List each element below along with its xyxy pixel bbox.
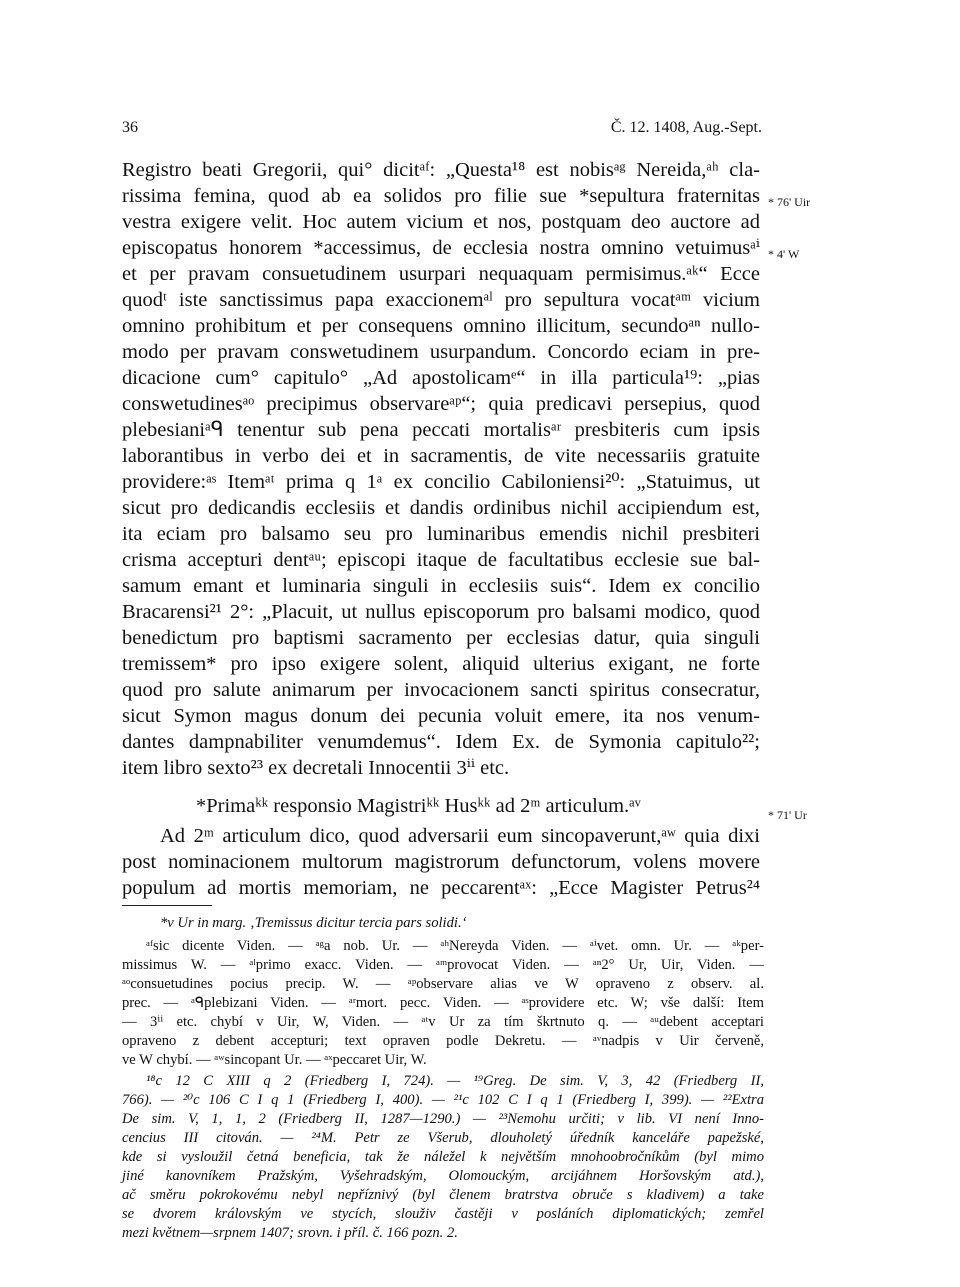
footnote-line: missimus W. — ᵃˡprimo exacc. Viden. — ᵃᵐprovocat Viden. — ᵃⁿ2° Ur, Uir, Viden. — [122, 957, 764, 973]
body-line: crisma accepturi dentᵃᵘ; episcopi itaque de facultatibus ecclesie sue bal- [122, 549, 760, 571]
running-title: Č. 12. 1408, Aug.-Sept. [610, 119, 762, 136]
margin-note: * 71' Ur [768, 808, 807, 822]
footnote-line: ač směru pokrokovému nebyl nepříznivý (byl členem bratrstva obruče s kladivem) a take [122, 1187, 764, 1203]
body-line: conswetudinesᵃᵒ precipimus observareᵃᵖ“; quia predicavi persepius, quod [122, 393, 760, 415]
footnote-line: opraveno z debent accepturi; text opraven podle Dekretu. — ᵃᵛnadpis v Uir červeně, [122, 1033, 764, 1049]
running-header [122, 119, 762, 141]
footnote-separator [122, 905, 212, 906]
body-line: ita eciam pro balsamo seu pro luminaribus emendis nichil presbiteri [122, 523, 760, 545]
footnote-line: 766). — ²⁰c 106 C I q 1 (Friedberg I, 400). — ²¹c 102 C I q 1 (Friedberg I, 399). — ²²Extra [122, 1092, 764, 1108]
body-line: quodᵗ iste sanctissimus papa exaccionemᵃˡ pro sepultura vocatᵃᵐ vicium [122, 289, 760, 311]
body-line: providere:ᵃˢ Itemᵃᵗ prima q 1ᵃ ex concilio Cabiloniensi²⁰: „Statuimus, ut [122, 471, 760, 493]
footnote-line: ᵃᵒconsuetudines pocius precip. W. — ᵃᵖobservare alias ve W opraveno z observ. al. [122, 976, 764, 992]
body-line: dicacione cum° capitulo° „Ad apostolicamᵉ“ in illa particula¹⁹: „pias [122, 367, 760, 389]
body-line: dantes dampnabiliter venumdemus“. Idem Ex. de Symonia capitulo²²; [122, 731, 760, 753]
footnote-line: ¹⁸c 12 C XIII q 2 (Friedberg I, 724). — ¹⁹Greg. De sim. V, 3, 42 (Friedberg II, [146, 1073, 764, 1089]
footnote-line: cencius III citován. — ²⁴M. Petr ze Všerub, dlouholetý úředník kanceláře papežské, [122, 1130, 764, 1146]
footnote-line: mezi květnem—srpnem 1407; srovn. i příl. č. 166 pozn. 2. [122, 1225, 458, 1241]
page-number: 36 [122, 119, 138, 136]
section-heading: *Primaᵏᵏ responsio Magistriᵏᵏ Husᵏᵏ ad 2ᵐ articulum.ᵃᵛ [196, 795, 641, 817]
body-line: sicut pro dedicandis ecclesiis et dandis ordinibus nichil accipiendum est, [122, 497, 760, 519]
footnote-line: — 3ⁱⁱ etc. chybí v Uir, W, Viden. — ᵃᵗv Ur za tím škrtnuto q. — ᵃᵘdebent acceptari [122, 1014, 764, 1030]
body-line: sicut Symon magus donum dei pecunia voluit emere, ita nos venum- [122, 705, 760, 727]
body-line: tremissem* pro ipso exigere solent, aliquid ulterius exigant, ne forte [122, 653, 760, 675]
body-line: populum ad mortis memoriam, ne peccarentᵃˣ: „Ecce Magister Petrus²⁴ [122, 877, 760, 899]
footnote-line: ᵃᶠsic dicente Viden. — ᵃᵍa nob. Ur. — ᵃʰNereyda Viden. — ᵃⁱvet. omn. Ur. — ᵃᵏper- [146, 938, 764, 954]
footnote-line: kde si vysloužil četná beneficia, tak že náležel k největším mnohoobročníkům (byl mimo [122, 1149, 764, 1165]
body-line: rissima femina, quod ab ea solidos pro filie sue *sepultura fraternitas [122, 185, 760, 207]
body-line: Bracarensi²¹ 2°: „Placuit, ut nullus episcoporum pro balsami modico, quod [122, 601, 760, 623]
body-line: plebesianiᵃᑫ tenentur sub pena peccati mortalisᵃʳ presbiteris cum ipsis [122, 419, 760, 441]
footnote-line: De sim. V, 1, 1, 2 (Friedberg II, 1287—1290.) — ²³Nemohu určiti; v lib. VI není Inno- [122, 1111, 764, 1127]
body-line: vestra exigere velit. Hoc autem vicium et nos, postquam deo auctore ad [122, 211, 760, 233]
body-line: benedictum pro baptismi sacramento per ecclesias datur, quia singuli [122, 627, 760, 649]
body-line: item libro sexto²³ ex decretali Innocentii 3ⁱⁱ etc. [122, 757, 510, 779]
footnote-line: jiné kanovníkem Pražským, Vyšehradským, Olomouckým, arcijáhnem Horšovským atd.), [122, 1168, 764, 1184]
body-line: quod pro salute animarum per invocacionem sancti spiritus consecratur, [122, 679, 760, 701]
footnote-line: prec. — ᵃᑫplebizani Viden. — ᵃʳmort. pecc. Viden. — ᵃˢprovidere etc. W; vše další: Item [122, 995, 764, 1011]
body-line: omnino prohibitum et per consequens omnino illicitum, secundoᵃⁿ nullo- [122, 315, 760, 337]
footnote-line: *v Ur in marg. ‚Tremissus dicitur tercia pars solidi.‘ [160, 915, 467, 931]
body-line: episcopatus honorem *accessimus, de ecclesia nostra omnino vetuimusᵃⁱ [122, 237, 760, 259]
margin-note: * 4' W [768, 247, 800, 261]
body-line: modo per pravam conswetudinem usurpandum. Concordo eciam in pre- [122, 341, 760, 363]
footnote-line: se dvorem královským ve stycích, slouživ častěji v posláních diplomatických; zemřel [122, 1206, 764, 1222]
body-line: post nominacionem multorum magistrorum defunctorum, volens movere [122, 851, 760, 873]
footnote-line: ve W chybí. — ᵃʷsincopant Ur. — ᵃˣpeccaret Uir, W. [122, 1052, 427, 1068]
body-line: samum emant et luminaria singuli in ecclesiis suis“. Idem ex concilio [122, 575, 760, 597]
body-line: et per pravam consuetudinem usurpari nequaquam permisimus.ᵃᵏ“ Ecce [122, 263, 760, 285]
body-line: laborantibus in verbo dei et in sacramentis, de vite necessariis gratuite [122, 445, 760, 467]
margin-note: * 76' Uir [768, 195, 811, 209]
body-line: Ad 2ᵐ articulum dico, quod adversarii eum sincopaverunt,ᵃʷ quia dixi [160, 825, 760, 847]
body-line: Registro beati Gregorii, qui° dicitᵃᶠ: „Questa¹⁸ est nobisᵃᵍ Nereida,ᵃʰ cla- [122, 159, 760, 181]
